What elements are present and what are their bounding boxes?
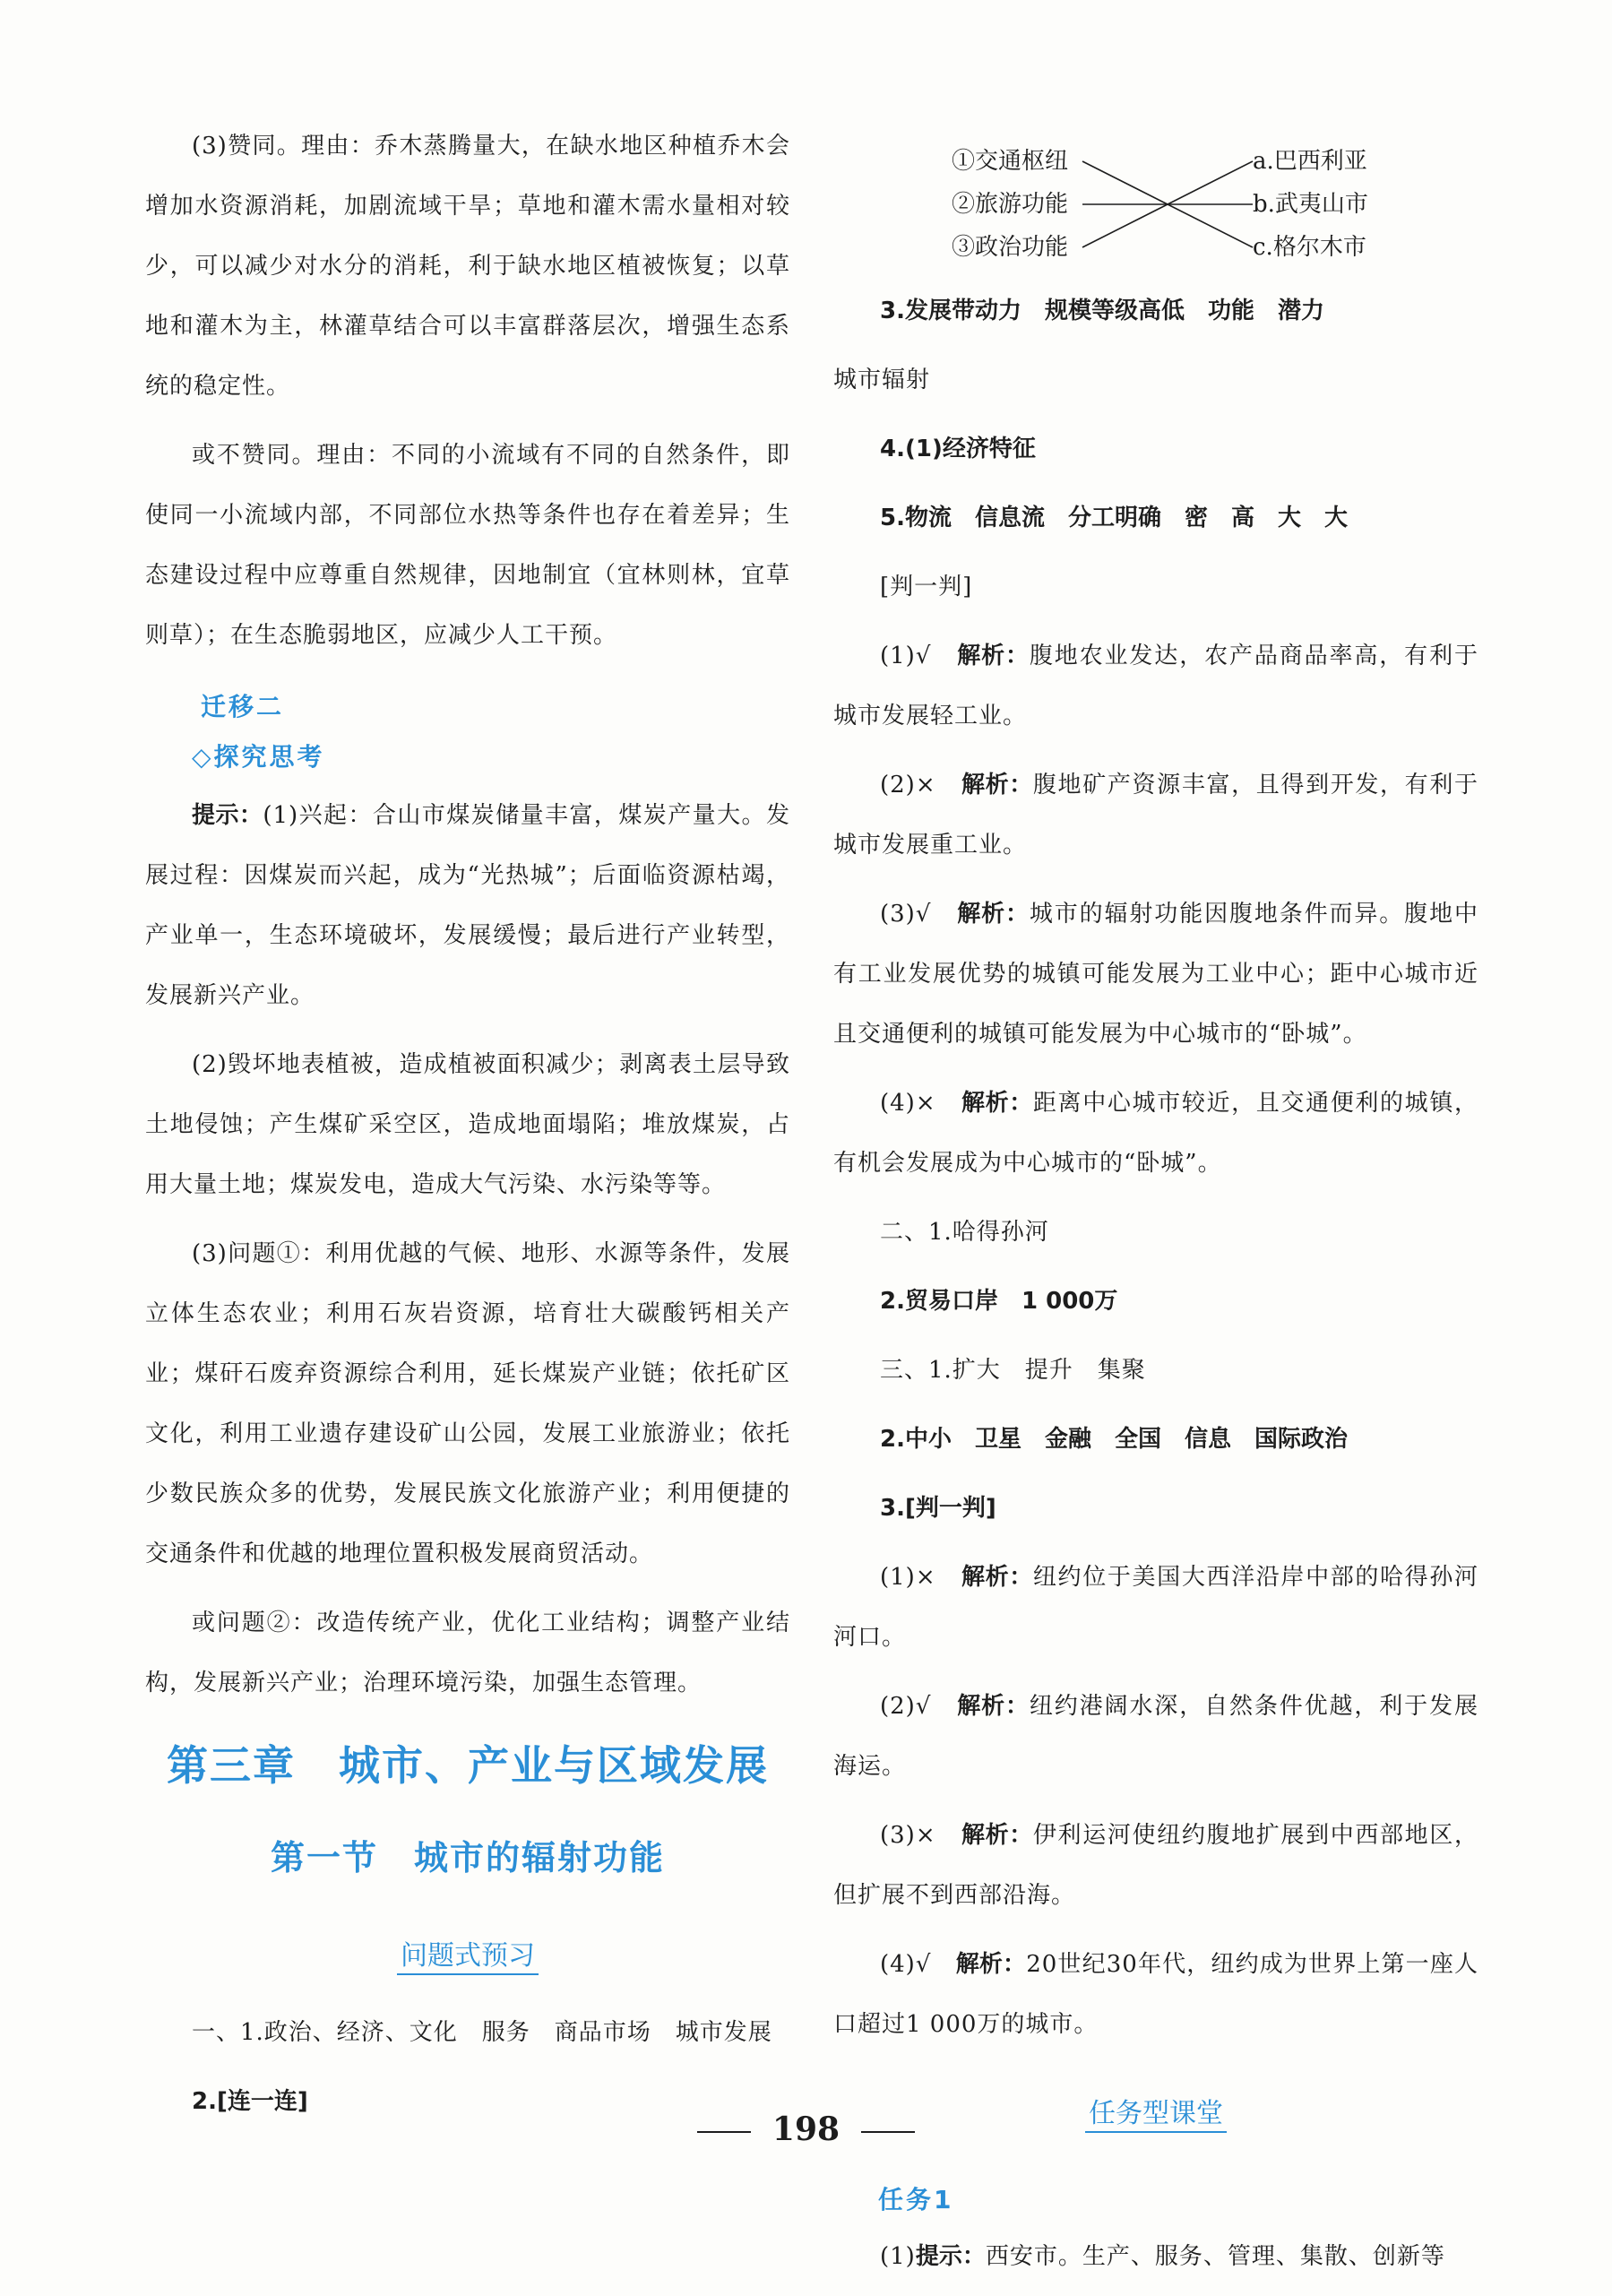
matching-diagram (833, 133, 1478, 303)
answer-text: 2.[连一连] (192, 2088, 308, 2115)
task-text: 西安市。生产、服务、管理、集散、创新等 (985, 2243, 1445, 2270)
preview-banner (145, 1933, 790, 1972)
judge-item (833, 626, 1478, 747)
task-item (833, 2227, 1478, 2287)
hint-label: 提示： (915, 2243, 986, 2270)
answer-line (833, 1410, 1478, 1470)
matching-lines (833, 133, 1478, 303)
answer-line (833, 488, 1478, 548)
banner-text: 任务型课堂 (1085, 2098, 1227, 2133)
paragraph: (3)问题①：利用优越的气候、地形、水源等条件，发展立体生态农业；利用石灰岩资源，培育壮大碳酸钙相关产业；煤矸石废弃资源综合利用，延长煤炭产业链；依托矿区文化，利用工业遗存建设矿山公园，发展工业旅游业；依托少数民族众多的优势，发展民族文化旅游产业；利用便捷的交通条件和优越的地理位置积极发展商贸活动。 (145, 1240, 790, 1567)
judge-mark: (4)× (880, 1090, 936, 1117)
judge-item (833, 885, 1478, 1065)
migration-heading: 迁移二 (201, 692, 285, 721)
right-column (833, 133, 1478, 2296)
answer-line (833, 1272, 1478, 1332)
judge-text: 距离中心城市较近，且交通便利的城镇，有机会发展成为中心城市的“卧城”。 (833, 1090, 1478, 1177)
answer-text: 3.发展带动力 规模等级高低 功能 潜力 (880, 298, 1324, 324)
analysis-label: 解析： (957, 1693, 1030, 1720)
section-title: 第一节 城市的辐射功能 (270, 1837, 665, 1877)
judge-mark: (2)√ (880, 1693, 932, 1720)
page-number-dash (697, 2131, 751, 2133)
answer-line: 二、1.哈得孙河 (880, 1219, 1049, 1246)
answer-text: 2.贸易口岸 1 000万 (880, 1288, 1118, 1315)
analysis-label: 解析： (957, 901, 1030, 928)
hint-label: 提示： (192, 802, 263, 829)
analysis-label: 解析： (961, 1090, 1033, 1117)
judge-item (833, 1074, 1478, 1194)
answer-line: 一、1.政治、经济、文化 服务 商品市场 城市发展 (192, 2019, 772, 2046)
task-prefix: (1) (880, 2243, 916, 2270)
judge-mark: (3)× (880, 1822, 936, 1849)
judge-mark: (3)√ (880, 901, 932, 928)
judge-item (833, 1806, 1478, 1926)
judge-item (833, 1677, 1478, 1797)
answer-line (833, 1479, 1478, 1539)
page-number-dash (861, 2131, 915, 2133)
answer-line (833, 419, 1478, 479)
answer-text: 4.(1)经济特征 (880, 436, 1036, 462)
judge-text: 城市的辐射功能因腹地条件而异。腹地中有工业发展优势的城镇可能发展为工业中心；距中心城市近且交通便利的城镇可能发展为中心城市的“卧城”。 (833, 901, 1478, 1048)
judge-text: 腹地农业发达，农产品商品率高，有利于城市发展轻工业。 (833, 643, 1478, 729)
judge-mark: (4)√ (880, 1951, 932, 1978)
explore-heading: ◇探究思考 (192, 742, 325, 772)
paragraph: (2)毁坏地表植被，造成植被面积减少；剥离表土层导致土地侵蚀；产生煤矿采空区，造成地面塌陷；堆放煤炭，占用大量土地；煤炭发电，造成大气污染、水污染等等。 (145, 1051, 790, 1198)
page-number-text: 198 (772, 2110, 840, 2148)
judge-text: 伊利运河使纽约腹地扩展到中西部地区，但扩展不到西部沿海。 (833, 1822, 1478, 1909)
judge-item (833, 1935, 1478, 2055)
match-right-item: a.巴西利亚 (1253, 148, 1367, 175)
analysis-label: 解析： (961, 772, 1033, 798)
judge-mark: (1)√ (880, 643, 932, 669)
judge-mark: (1)× (880, 1564, 936, 1591)
match-right-item: c.格尔木市 (1253, 234, 1366, 261)
answer-line: 城市辐射 (833, 367, 931, 393)
page-number (0, 2110, 1612, 2148)
answer-text: 3.[判一判] (880, 1495, 996, 1522)
left-column (145, 117, 790, 2141)
paragraph: (3)赞同。理由：乔木蒸腾量大，在缺水地区种植乔木会增加水资源消耗，加剧流域干旱；草地和灌木需水量相对较少，可以减少对水分的消耗，利于缺水地区植被恢复；以草地和灌木为主，林灌草结合可以丰富群落层次，增强生态系统的稳定性。 (145, 133, 790, 400)
analysis-label: 解析： (961, 1822, 1033, 1849)
analysis-label: 解析： (957, 643, 1030, 669)
judge-item (833, 1548, 1478, 1668)
task-heading: 任务1 (878, 2185, 954, 2214)
chapter-title: 第三章 城市、产业与区域发展 (167, 1741, 769, 1790)
paragraph: 或不赞同。理由：不同的小流域有不同的自然条件，即使同一小流域内部，不同部位水热等条件也存在着差异；生态建设过程中应尊重自然规律，因地制宜（宜林则林，宜草则草）；在生态脆弱地区，应减少人工干预。 (145, 442, 790, 649)
analysis-label: 解析： (961, 1564, 1033, 1591)
answer-line: 三、1.扩大 提升 集聚 (880, 1357, 1146, 1384)
match-left-item: ③政治功能 (952, 234, 1069, 261)
paragraph (145, 786, 790, 1026)
paragraph: 或问题②：改造传统产业，优化工业结构；调整产业结构，发展新兴产业；治理环境污染，加强生态管理。 (145, 1610, 790, 1696)
judge-text: 腹地矿产资源丰富，且得到开发，有利于城市发展重工业。 (833, 772, 1478, 859)
match-left-item: ①交通枢纽 (952, 148, 1069, 175)
match-right-item: b.武夷山市 (1253, 191, 1368, 218)
judge-heading: [判一判] (880, 574, 973, 600)
banner-text: 问题式预习 (397, 1940, 539, 1975)
judge-mark: (2)× (880, 772, 936, 798)
judge-text: 纽约港阔水深，自然条件优越，利于发展海运。 (833, 1693, 1478, 1780)
judge-text: 20世纪30年代，纽约成为世界上第一座人口超过1 000万的城市。 (833, 1951, 1478, 2038)
answer-text: 2.中小 卫星 金融 全国 信息 国际政治 (880, 1426, 1348, 1453)
analysis-label: 解析： (955, 1951, 1027, 1978)
answer-text: 5.物流 信息流 分工明确 密 高 大 大 (880, 505, 1348, 531)
paragraph-text: (1)兴起：合山市煤炭储量丰富，煤炭产量大。发展过程：因煤炭而兴起，成为“光热城”；后面临资源枯竭，产业单一，生态环境破坏，发展缓慢；最后进行产业转型，发展新兴产业。 (145, 802, 790, 1009)
match-left-item: ②旅游功能 (952, 191, 1069, 218)
judge-item (833, 755, 1478, 876)
judge-text: 纽约位于美国大西洋沿岸中部的哈得孙河河口。 (833, 1564, 1478, 1651)
